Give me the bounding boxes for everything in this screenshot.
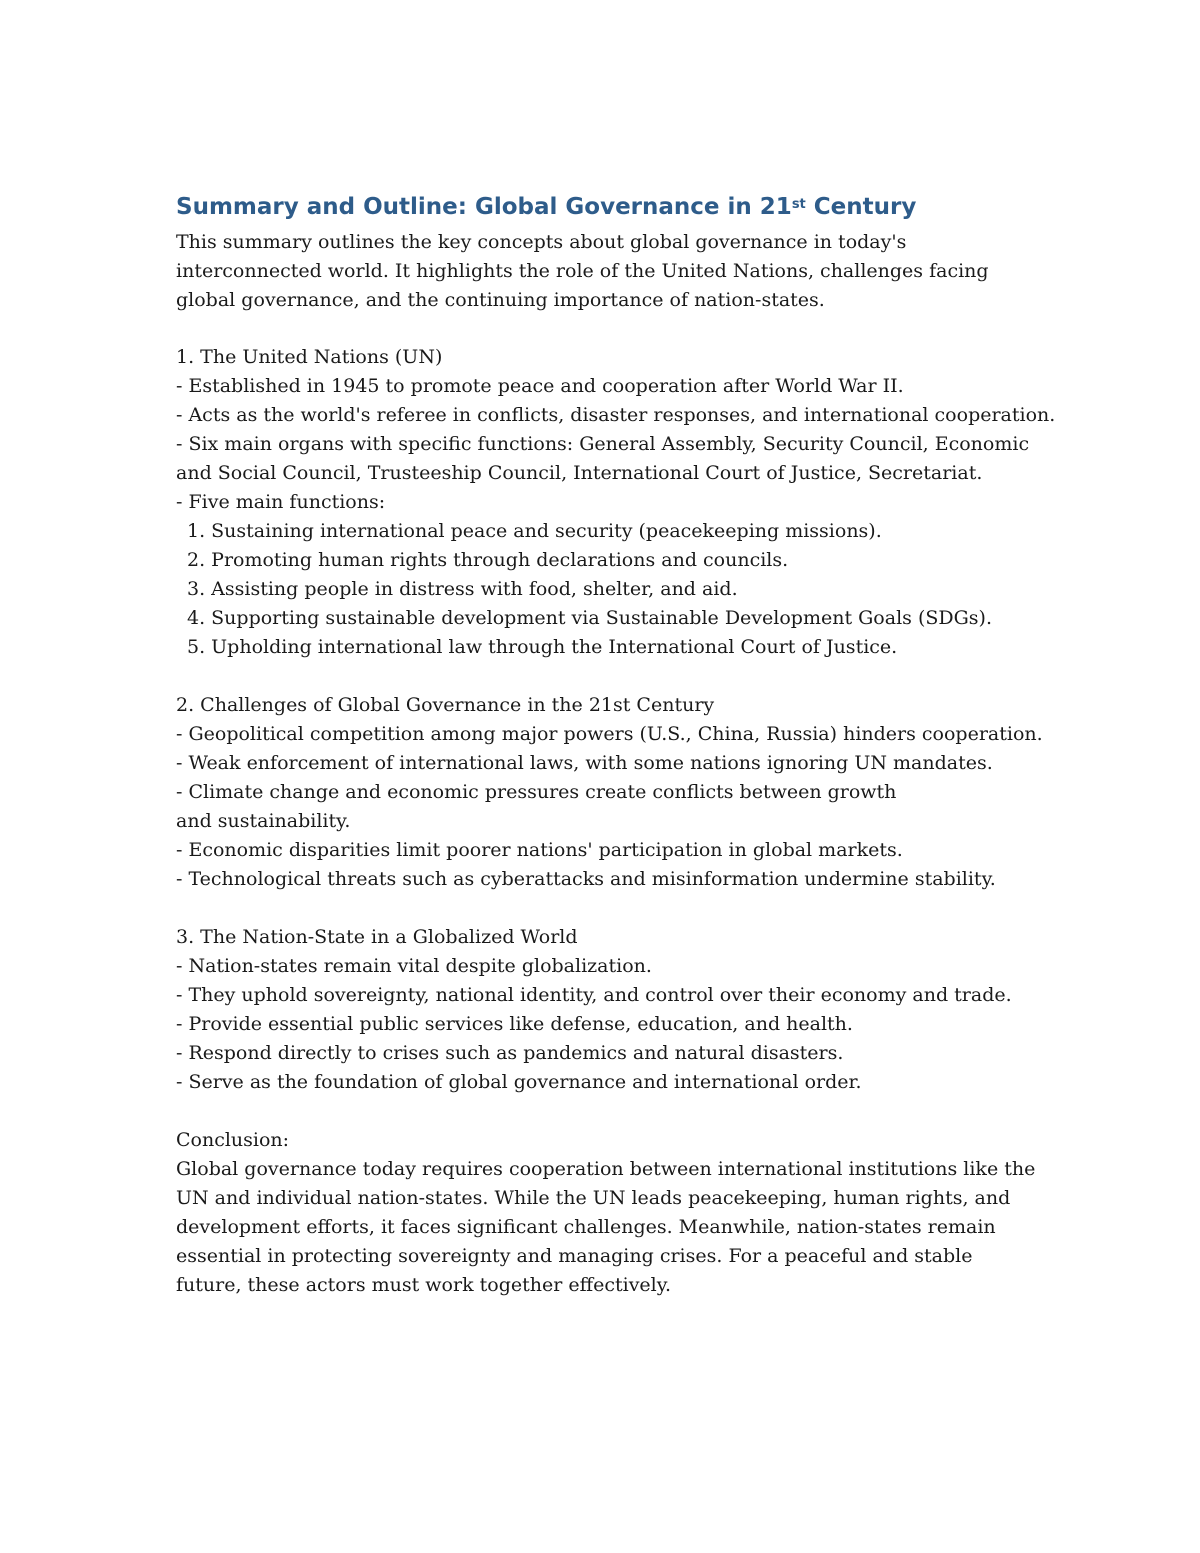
bullet-item: - Established in 1945 to promote peace and cooperation after World War II. [176,375,904,397]
bullet-item: - Acts as the world's referee in conflicts, disaster responses, and international cooperation. [176,404,1056,426]
section-conclusion [176,1126,1036,1300]
document-title [176,190,1036,224]
bullet-item: - Climate change and economic pressures create conflicts between growth and sustainability. [176,781,897,832]
section-heading: 3. The Nation-State in a Globalized World [176,926,578,948]
section-nation-state [176,923,1036,1097]
bullet-item: - Technological threats such as cyberattacks and misinformation undermine stability. [176,868,996,890]
section-united-nations [176,343,1056,662]
function-item: 1. Sustaining international peace and security (peacekeeping missions). [187,520,882,542]
section-heading: 2. Challenges of Global Governance in the 21st Century [176,694,715,716]
conclusion-paragraph: Global governance today requires cooperation between international institutions like the UN and individual nation-states. While the UN leads peacekeeping, human rights, and development efforts, it faces significant challenges. Meanwhile, nation-states remain essential in protecting sovereignty and managing crises. For a peaceful and stable future, these actors must work together effectively. [176,1158,1036,1296]
bullet-item: - Weak enforcement of international laws, with some nations ignoring UN mandates. [176,752,993,774]
bullet-item: - Six main organs with specific functions: General Assembly, Security Council, Economic and Social Council, Trusteeship Council, International Court of Justice, Secretariat. [176,433,1030,484]
bullet-item: - Serve as the foundation of global governance and international order. [176,1071,862,1093]
section-challenges [176,691,1043,894]
function-item: 2. Promoting human rights through declarations and councils. [187,549,789,571]
bullet-item: - Nation-states remain vital despite globalization. [176,955,652,977]
bullet-item: - Geopolitical competition among major powers (U.S., China, Russia) hinders cooperation. [176,723,1043,745]
bullet-item: - Provide essential public services like defense, education, and health. [176,1013,853,1035]
bullet-item: - They uphold sovereignty, national identity, and control over their economy and trade. [176,984,1012,1006]
conclusion-heading: Conclusion: [176,1129,290,1151]
section-heading: 1. The United Nations (UN) [176,346,443,368]
function-item: 3. Assisting people in distress with food, shelter, and aid. [187,578,738,600]
title-prefix: Summary and Outline: Global Governance in 21 [176,194,792,220]
function-item: 4. Supporting sustainable development via Sustainable Development Goals (SDGs). [187,607,992,629]
document-body [176,190,1056,1300]
intro-paragraph: This summary outlines the key concepts about global governance in today's interconnected world. It highlights the role of the United Nations, challenges facing global governance, and the continuing importance of nation-states. [176,231,989,311]
title-superscript: st [791,197,806,212]
function-item: 5. Upholding international law through the International Court of Justice. [187,636,898,658]
bullet-item: - Respond directly to crises such as pandemics and natural disasters. [176,1042,844,1064]
bullet-item: - Economic disparities limit poorer nations' participation in global markets. [176,839,903,861]
bullet-item: - Five main functions: [176,491,386,513]
title-suffix: Century [805,194,917,220]
